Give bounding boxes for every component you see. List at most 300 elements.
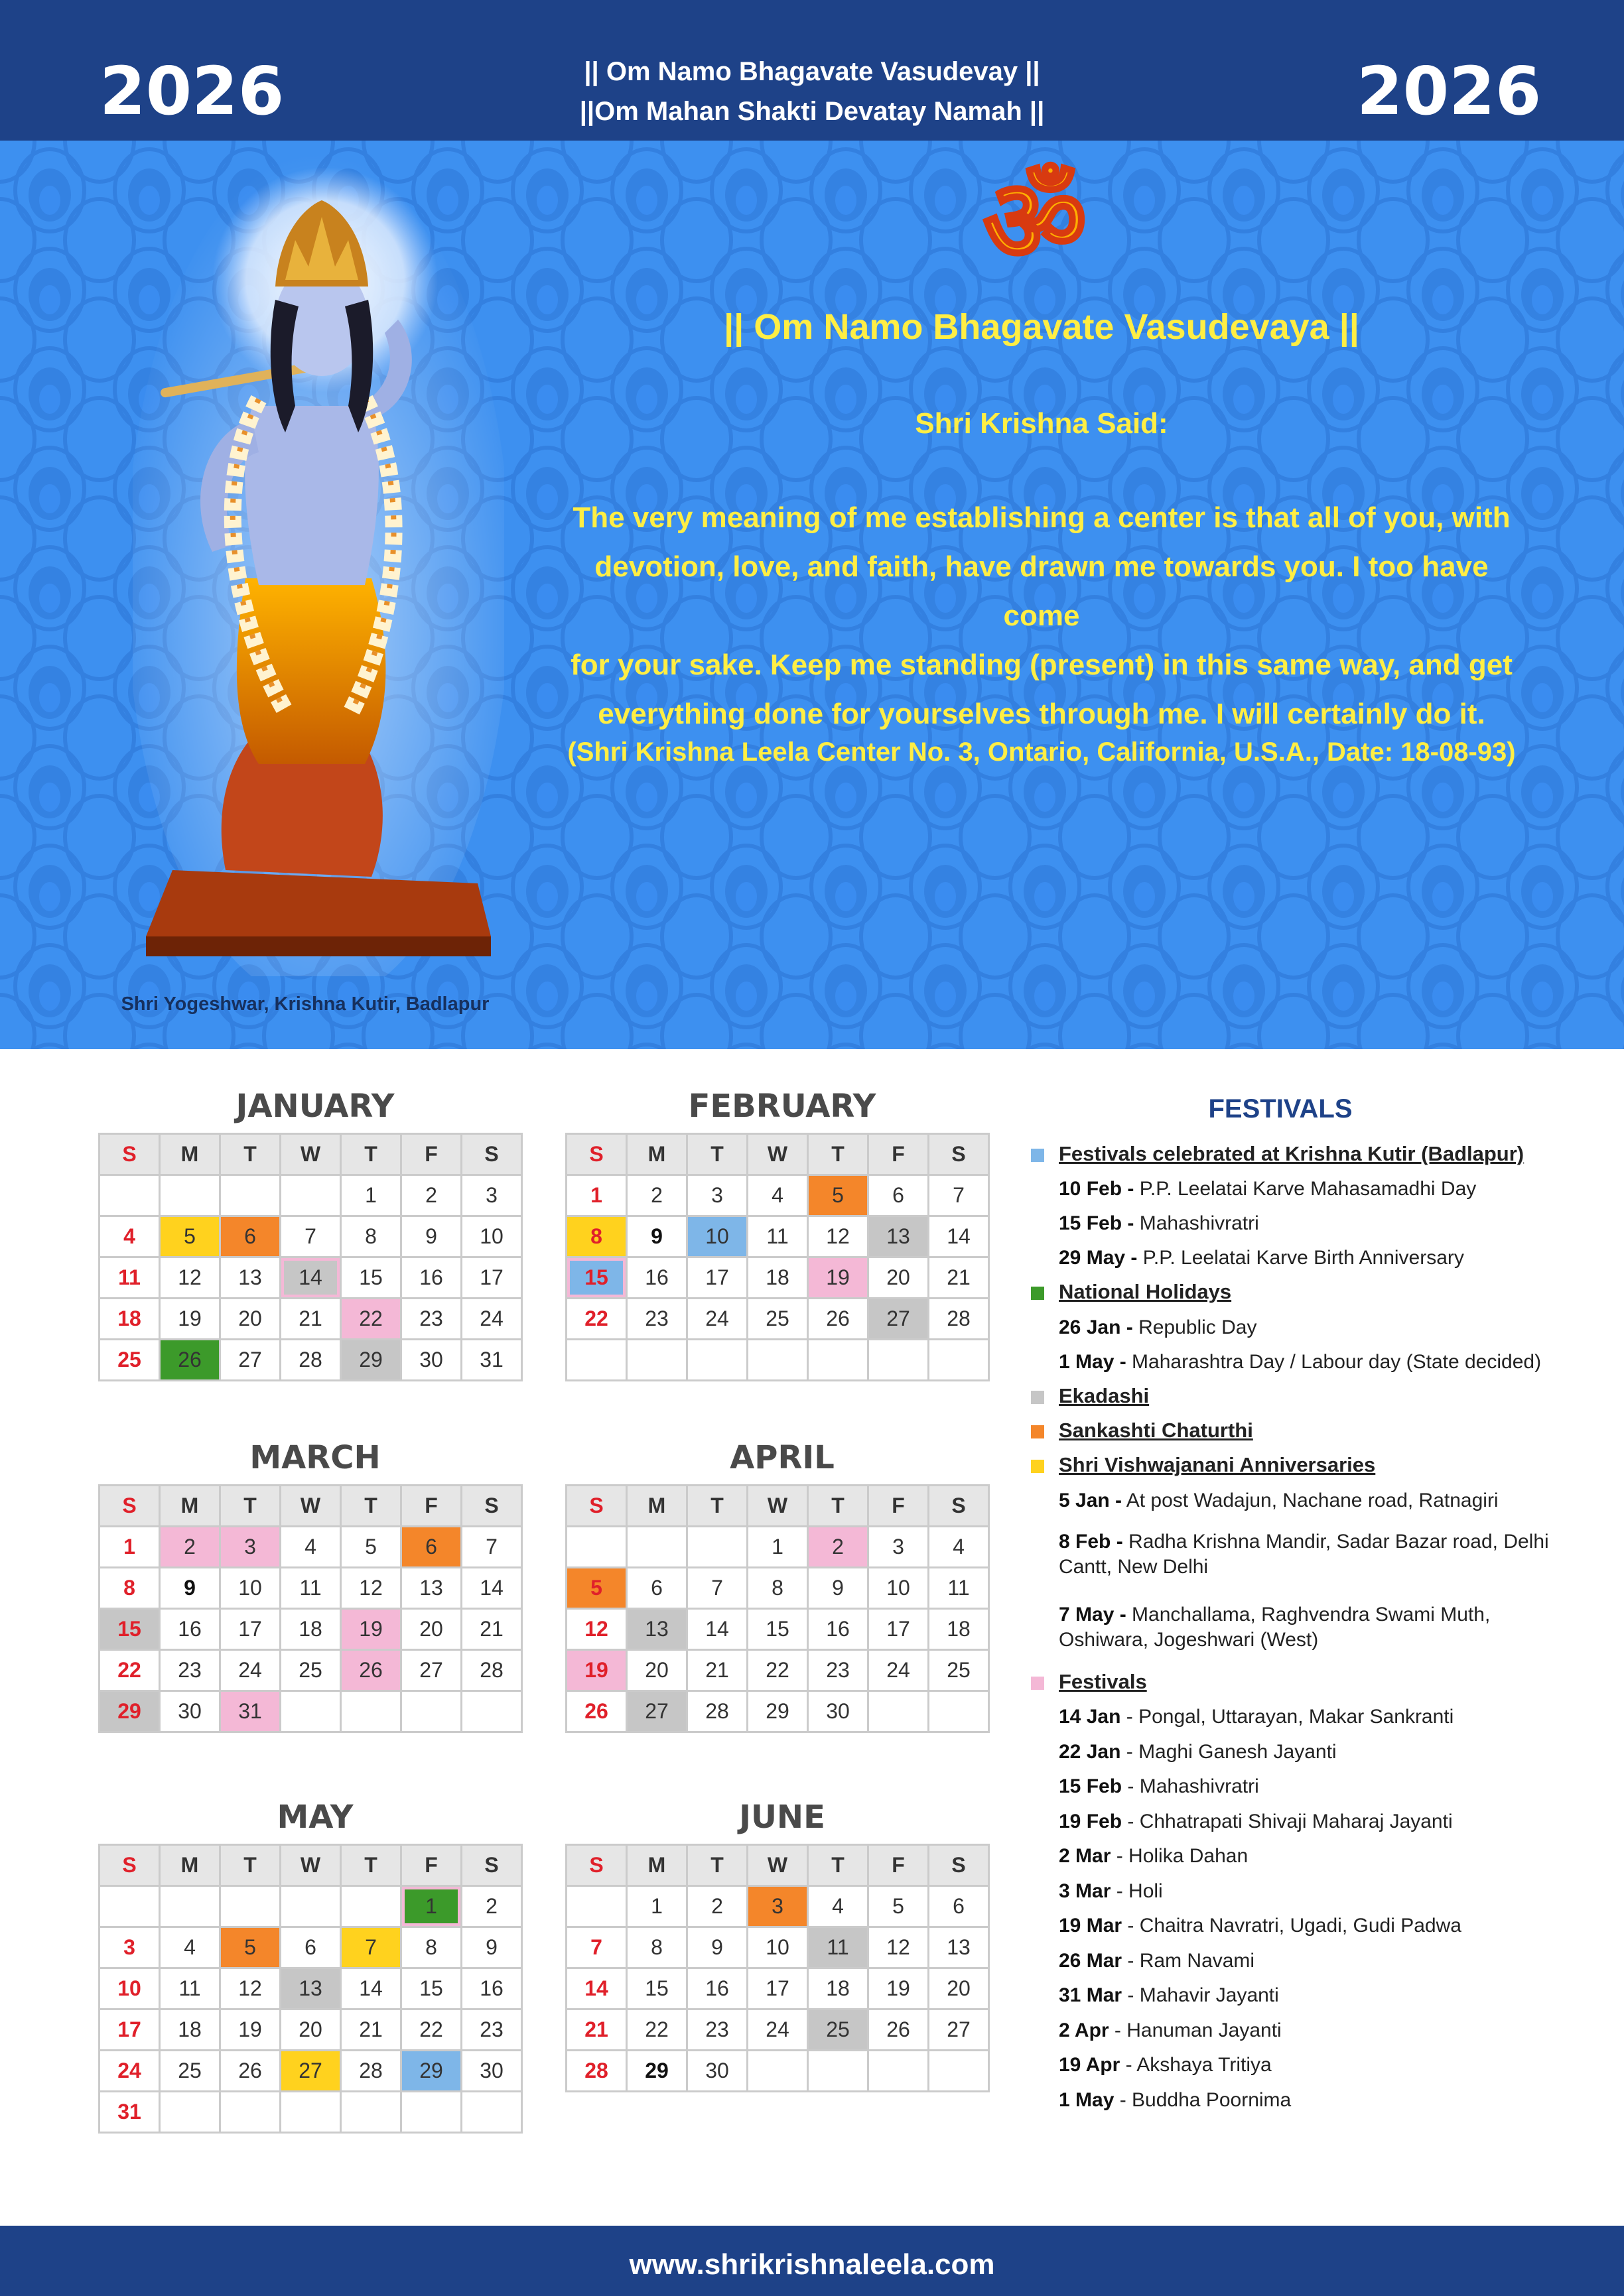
day-cell: 1 [627,1886,687,1927]
day-cell: 28 [462,1650,522,1691]
day-cell: 9 [160,1568,220,1609]
week-row [100,2009,522,2051]
sankashti-heading: Sankashti Chaturthi [1059,1419,1253,1442]
website-link[interactable]: www.shrikrishnaleela.com [629,2248,995,2281]
day-cell: 17 [100,2009,160,2051]
day-cell: 22 [341,1299,401,1340]
day-cell [687,1527,748,1568]
week-row [567,1650,989,1691]
vishwa-item: 5 Jan - At post Wadajun, Nachane road, Ratnagiri [1059,1490,1499,1511]
day-cell: 25 [281,1650,341,1691]
weekday-label: T [220,1134,281,1175]
weekday-label: T [808,1486,868,1527]
day-cell: 27 [401,1650,462,1691]
national-item: 26 Jan - Republic Day [1059,1316,1257,1338]
day-cell: 6 [627,1568,687,1609]
weekday-header [100,1486,522,1527]
day-cell: 24 [748,2009,808,2051]
festival-item: 2 Mar - Holika Dahan [1059,1845,1249,1867]
week-row [567,1927,989,1968]
day-cell: 2 [808,1527,868,1568]
day-cell: 21 [929,1257,989,1299]
day-cell: 29 [100,1691,160,1732]
day-cell: 12 [567,1609,627,1650]
day-cell [160,1175,220,1216]
day-cell [868,1340,929,1381]
weekday-label: M [160,1134,220,1175]
day-cell: 26 [567,1691,627,1732]
day-cell: 28 [281,1340,341,1381]
week-row [567,1299,989,1340]
day-cell [100,1175,160,1216]
day-cell: 27 [868,1299,929,1340]
festival-swatch [1031,1677,1044,1690]
ekadashi-swatch [1031,1391,1044,1404]
day-cell: 30 [808,1691,868,1732]
day-cell: 7 [281,1216,341,1257]
day-cell: 16 [627,1257,687,1299]
day-cell: 17 [687,1257,748,1299]
festival-item: 19 Mar - Chaitra Navratri, Ugadi, Gudi Padwa [1059,1915,1461,1937]
weekday-label: S [462,1845,522,1886]
weekday-label: M [160,1486,220,1527]
day-cell: 14 [341,1968,401,2009]
hero-subtitle: Shri Krishna Said: [915,407,1168,440]
year-right: 2026 [1357,52,1542,130]
day-cell: 18 [281,1609,341,1650]
weekday-label: W [281,1486,341,1527]
day-cell [220,1886,281,1927]
day-cell: 15 [341,1257,401,1299]
vishwa-heading: Shri Vishwajanani Anniversaries [1059,1453,1376,1476]
quote-line-2: devotion, love, and faith, have drawn me towards you. I too have come [594,550,1489,632]
day-cell: 23 [462,2009,522,2051]
day-cell: 17 [462,1257,522,1299]
day-cell: 25 [808,2009,868,2051]
week-row [567,1609,989,1650]
weekday-label: T [220,1845,281,1886]
weekday-label: F [401,1134,462,1175]
day-cell: 27 [281,2051,341,2092]
week-row [567,2051,989,2092]
weekday-label: F [401,1845,462,1886]
day-cell: 28 [929,1299,989,1340]
hero-banner [0,141,1624,1049]
day-cell: 8 [567,1216,627,1257]
weekday-label: T [808,1845,868,1886]
day-cell: 14 [567,1968,627,2009]
week-row [100,2051,522,2092]
weekday-label: W [748,1845,808,1886]
day-cell [627,1340,687,1381]
national-item: 1 May - Maharashtra Day / Labour day (State decided) [1059,1351,1542,1373]
week-row [100,1691,522,1732]
day-cell: 5 [160,1216,220,1257]
hero-source: (Shri Krishna Leela Center No. 3, Ontario, California, U.S.A., Date: 18-08-93) [567,737,1516,767]
day-cell: 8 [341,1216,401,1257]
day-cell: 15 [100,1609,160,1650]
week-row [100,1886,522,1927]
day-cell: 19 [567,1650,627,1691]
kutir-swatch [1031,1149,1044,1162]
day-cell: 25 [100,1340,160,1381]
weekday-label: T [808,1134,868,1175]
ekadashi-heading: Ekadashi [1059,1384,1150,1407]
day-cell: 4 [808,1886,868,1927]
day-cell: 23 [160,1650,220,1691]
week-row [100,1216,522,1257]
day-cell: 10 [687,1216,748,1257]
day-cell: 13 [281,1968,341,2009]
day-cell: 21 [341,2009,401,2051]
day-cell: 26 [808,1299,868,1340]
weekday-label: S [929,1845,989,1886]
week-row [100,1340,522,1381]
weekday-label: F [868,1486,929,1527]
weekday-label: T [341,1486,401,1527]
festival-item: 15 Feb - Mahashivratri [1059,1775,1259,1797]
weekday-header [567,1845,989,1886]
national-swatch [1031,1287,1044,1300]
month-name: APRIL [730,1439,835,1476]
weekday-label: S [100,1486,160,1527]
day-cell: 18 [100,1299,160,1340]
day-cell: 9 [687,1927,748,1968]
day-cell: 27 [929,2009,989,2051]
month-name: MARCH [249,1439,381,1476]
day-cell: 19 [868,1968,929,2009]
day-cell: 5 [341,1527,401,1568]
national-heading: National Holidays [1059,1280,1232,1303]
day-cell: 3 [100,1927,160,1968]
day-cell: 28 [341,2051,401,2092]
day-cell [401,2092,462,2133]
om-symbol-icon [982,154,1088,280]
festival-item: 19 Apr - Akshaya Tritiya [1059,2054,1272,2076]
day-cell [748,2051,808,2092]
day-cell [748,1340,808,1381]
day-cell: 15 [401,1968,462,2009]
day-cell: 2 [401,1175,462,1216]
day-cell: 13 [401,1568,462,1609]
weekday-label: W [748,1134,808,1175]
day-cell [462,1691,522,1732]
day-cell: 31 [462,1340,522,1381]
day-cell: 7 [687,1568,748,1609]
day-cell: 4 [100,1216,160,1257]
day-cell: 24 [687,1299,748,1340]
month-name: MAY [277,1799,354,1836]
day-cell: 13 [868,1216,929,1257]
week-row [100,1568,522,1609]
day-cell: 10 [462,1216,522,1257]
day-cell: 6 [929,1886,989,1927]
festival-item: 3 Mar - Holi [1059,1880,1163,1902]
day-cell: 4 [748,1175,808,1216]
day-cell: 2 [687,1886,748,1927]
weekday-header [567,1486,989,1527]
day-cell: 8 [748,1568,808,1609]
weekday-label: S [929,1134,989,1175]
quote-line-4: everything done for yourselves through me. I will certainly do it. [598,698,1485,730]
day-cell: 29 [401,2051,462,2092]
day-cell [868,2051,929,2092]
weekday-label: W [748,1486,808,1527]
week-row [100,1299,522,1340]
day-cell: 9 [401,1216,462,1257]
weekday-label: F [868,1845,929,1886]
day-cell [341,2092,401,2133]
weekday-label: T [687,1134,748,1175]
week-row [567,1568,989,1609]
day-cell: 30 [401,1340,462,1381]
day-cell: 21 [687,1650,748,1691]
week-row [567,1175,989,1216]
day-cell: 18 [929,1609,989,1650]
day-cell [462,2092,522,2133]
week-row [100,1927,522,1968]
day-cell: 19 [220,2009,281,2051]
day-cell [929,1691,989,1732]
weekday-label: M [627,1845,687,1886]
day-cell [341,1691,401,1732]
day-cell: 20 [627,1650,687,1691]
day-cell: 6 [868,1175,929,1216]
day-cell: 17 [748,1968,808,2009]
mantra-line-2: ||Om Mahan Shakti Devatay Namah || [579,97,1045,126]
day-cell: 7 [929,1175,989,1216]
day-cell: 8 [100,1568,160,1609]
hero-title: || Om Namo Bhagavate Vasudevaya || [724,307,1359,347]
day-cell [687,1340,748,1381]
quote-line-3: for your sake. Keep me standing (present) in this same way, and get [571,649,1513,681]
day-cell [929,1340,989,1381]
day-cell: 19 [341,1609,401,1650]
day-cell: 14 [462,1568,522,1609]
day-cell [567,1340,627,1381]
day-cell: 1 [401,1886,462,1927]
day-cell: 7 [462,1527,522,1568]
vishwa-item: 7 May - Manchallama, Raghvendra Swami Muth, Oshiwara, Jogeshwari (West) [1059,1604,1491,1651]
weekday-label: W [281,1845,341,1886]
day-cell: 17 [868,1609,929,1650]
day-cell: 14 [281,1257,341,1299]
day-cell: 15 [627,1968,687,2009]
day-cell: 5 [567,1568,627,1609]
day-cell: 27 [627,1691,687,1732]
idol-caption: Shri Yogeshwar, Krishna Kutir, Badlapur [121,993,490,1015]
calendar-grid [565,1844,990,2092]
day-cell: 20 [929,1968,989,2009]
weekday-label: T [220,1486,281,1527]
day-cell [281,1886,341,1927]
weekday-label: S [567,1486,627,1527]
day-cell: 15 [567,1257,627,1299]
day-cell: 8 [401,1927,462,1968]
weekday-label: T [341,1845,401,1886]
day-cell: 11 [929,1568,989,1609]
week-row [100,1609,522,1650]
day-cell: 29 [748,1691,808,1732]
day-cell: 22 [748,1650,808,1691]
day-cell: 2 [627,1175,687,1216]
festivals-title: FESTIVALS [1208,1094,1353,1123]
day-cell: 26 [868,2009,929,2051]
day-cell: 13 [929,1927,989,1968]
year-left: 2026 [100,52,285,130]
vishwa-item: 8 Feb - Radha Krishna Mandir, Sadar Bazar road, Delhi Cantt, New Delhi [1059,1531,1549,1578]
weekday-label: M [627,1134,687,1175]
day-cell: 8 [627,1927,687,1968]
day-cell: 21 [567,2009,627,2051]
weekday-header [100,1134,522,1175]
day-cell [160,1886,220,1927]
day-cell: 1 [100,1527,160,1568]
week-row [567,1886,989,1927]
day-cell: 13 [627,1609,687,1650]
day-cell: 20 [868,1257,929,1299]
day-cell [567,1527,627,1568]
day-cell: 2 [160,1527,220,1568]
day-cell: 3 [868,1527,929,1568]
day-cell: 21 [462,1609,522,1650]
day-cell: 1 [341,1175,401,1216]
day-cell: 16 [160,1609,220,1650]
day-cell: 6 [401,1527,462,1568]
day-cell [868,1691,929,1732]
weekday-label: S [462,1486,522,1527]
day-cell: 18 [748,1257,808,1299]
vishwa-swatch [1031,1460,1044,1473]
quote-line-1: The very meaning of me establishing a center is that all of you, with [573,501,1511,534]
day-cell: 24 [868,1650,929,1691]
weekday-label: T [687,1845,748,1886]
day-cell: 5 [868,1886,929,1927]
day-cell: 10 [220,1568,281,1609]
day-cell: 12 [808,1216,868,1257]
day-cell: 6 [220,1216,281,1257]
festival-item: 2 Apr - Hanuman Jayanti [1059,2019,1282,2041]
day-cell: 11 [160,1968,220,2009]
day-cell: 28 [687,1691,748,1732]
day-cell: 30 [160,1691,220,1732]
day-cell: 14 [687,1609,748,1650]
day-cell: 24 [100,2051,160,2092]
day-cell: 20 [220,1299,281,1340]
weekday-label: T [687,1486,748,1527]
day-cell: 7 [341,1927,401,1968]
day-cell: 16 [808,1609,868,1650]
day-cell [281,1691,341,1732]
weekday-label: S [929,1486,989,1527]
day-cell: 3 [220,1527,281,1568]
hero-quote [557,493,1526,739]
day-cell: 6 [281,1927,341,1968]
day-cell: 27 [220,1340,281,1381]
day-cell: 25 [748,1299,808,1340]
day-cell: 4 [929,1527,989,1568]
day-cell: 25 [929,1650,989,1691]
day-cell: 10 [748,1927,808,1968]
weekday-label: S [567,1845,627,1886]
weekday-label: W [281,1134,341,1175]
calendar-grid [98,1484,523,1733]
day-cell: 11 [100,1257,160,1299]
day-cell: 20 [401,1609,462,1650]
day-cell [627,1527,687,1568]
day-cell: 12 [160,1257,220,1299]
festival-item: 19 Feb - Chhatrapati Shivaji Maharaj Jayanti [1059,1810,1453,1832]
festival-item: 1 May - Buddha Poornima [1059,2088,1292,2111]
day-cell: 26 [341,1650,401,1691]
festival-item: 22 Jan - Maghi Ganesh Jayanti [1059,1740,1337,1763]
day-cell: 22 [100,1650,160,1691]
week-row [567,1691,989,1732]
day-cell: 23 [627,1299,687,1340]
week-row [100,1175,522,1216]
day-cell [808,2051,868,2092]
day-cell: 18 [808,1968,868,2009]
kutir-heading: Festivals celebrated at Krishna Kutir (Badlapur) [1059,1142,1524,1165]
day-cell: 2 [462,1886,522,1927]
day-cell: 9 [627,1216,687,1257]
day-cell: 23 [401,1299,462,1340]
calendar-grid [98,1844,523,2134]
day-cell: 24 [462,1299,522,1340]
day-cell: 17 [220,1609,281,1650]
day-cell: 1 [748,1527,808,1568]
festival-item: 26 Mar - Ram Navami [1059,1949,1255,1972]
day-cell: 22 [627,2009,687,2051]
sankashti-swatch [1031,1425,1044,1438]
krishna-idol-image [133,154,504,976]
day-cell: 25 [160,2051,220,2092]
day-cell: 22 [567,1299,627,1340]
day-cell: 26 [220,2051,281,2092]
day-cell [281,1175,341,1216]
day-cell: 5 [808,1175,868,1216]
festival-heading: Festivals [1059,1670,1147,1693]
day-cell: 5 [220,1927,281,1968]
weekday-label: F [868,1134,929,1175]
day-cell: 12 [220,1968,281,2009]
day-cell [567,1886,627,1927]
week-row [567,1257,989,1299]
day-cell: 29 [341,1340,401,1381]
day-cell: 29 [627,2051,687,2092]
week-row [100,1968,522,2009]
kutir-item: 15 Feb - Mahashivratri [1059,1212,1259,1234]
weekday-label: F [401,1486,462,1527]
kutir-item: 10 Feb - P.P. Leelatai Karve Mahasamadhi Day [1059,1178,1477,1200]
day-cell [341,1886,401,1927]
day-cell: 14 [929,1216,989,1257]
day-cell [281,2092,341,2133]
weekday-label: M [627,1486,687,1527]
day-cell: 15 [748,1609,808,1650]
month-name: FEBRUARY [688,1088,876,1125]
day-cell: 3 [462,1175,522,1216]
month-name: JUNE [739,1799,825,1836]
day-cell: 11 [808,1927,868,1968]
calendar-grid [565,1133,990,1381]
day-cell: 18 [160,2009,220,2051]
week-row [100,1527,522,1568]
day-cell [929,2051,989,2092]
week-row [567,1527,989,1568]
day-cell: 16 [687,1968,748,2009]
day-cell: 23 [687,2009,748,2051]
